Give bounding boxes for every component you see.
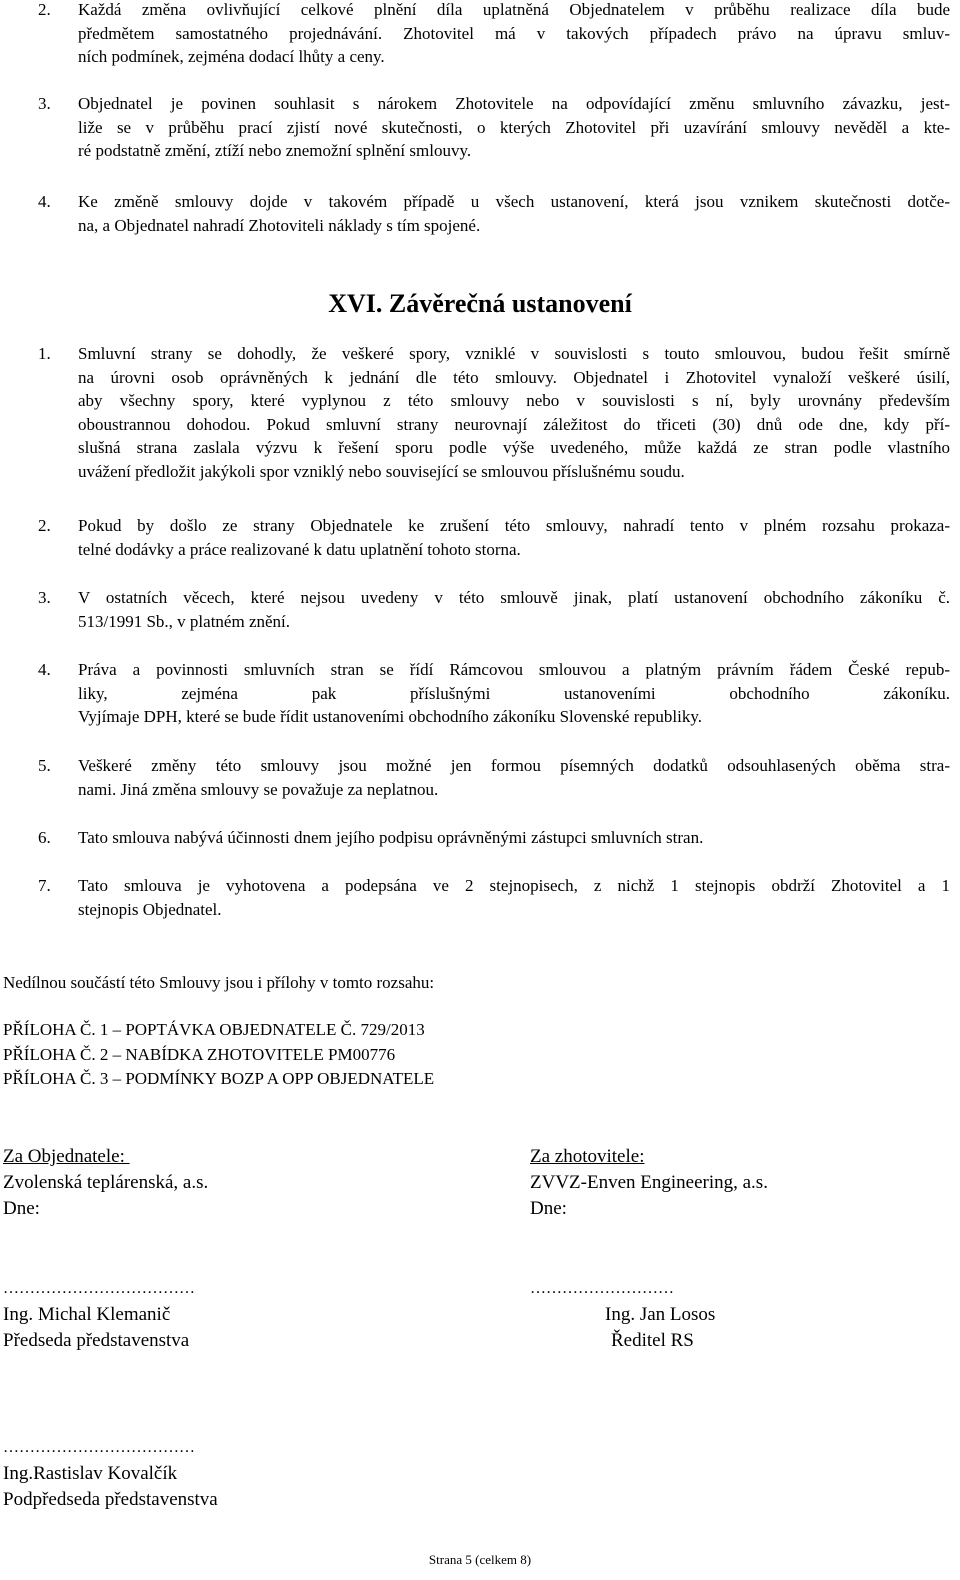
clause-line: 513/1991 Sb., v platném znění. — [78, 611, 291, 631]
clause-line: Tato smlouva je vyhotovena a podepsána ve 2 stejnopisech, z nichž 1 stejnopis obdrží Zhotovitel a 1 — [78, 876, 950, 895]
numbered-clause — [6, 190, 950, 237]
clause-text — [68, 342, 950, 484]
attachment-item: PŘÍLOHA Č. 2 – NABÍDKA ZHOTOVITELE PM00776 — [3, 1044, 396, 1064]
clause-text — [68, 658, 950, 729]
clause-text — [68, 514, 950, 561]
page-footer: Strana 5 (celkem 8) — [428, 1552, 532, 1567]
section-heading: XVI. Závěrečná ustanovení — [328, 289, 632, 318]
clause-line: předmětem samostatného projednávání. Zhotovitel má v takových případech právo na úpravu smluv- — [78, 23, 950, 43]
clause-line: uvážení předložit jakýkoli spor vzniklý nebo související se smlouvou příslušnému soudu. — [78, 461, 685, 481]
numbered-clause — [6, 514, 950, 561]
clause-line: Smluvní strany se dohodly, že veškeré spory, vzniklé v souvislosti s touto smlouvou, budou řešit smírně — [78, 344, 950, 363]
clause-line: ních podmínek, zejména dodací lhůty a ceny. — [78, 47, 385, 67]
clause-line: na úrovni osob oprávněných k jednání dle této smlouvy. Objednatel i Zhotovitel vynaloží veškeré úsilí, — [78, 367, 950, 387]
clause-line: Práva a povinnosti smluvních stran se řídí Rámcovou smlouvou a platným právním řádem České repub- — [78, 660, 950, 679]
clause-number: 3. — [38, 94, 51, 113]
clause-line: na, a Objednatel nahradí Zhotoviteli náklady s tím spojené. — [78, 215, 481, 235]
contractor-signer-title: Ředitel RS — [611, 1330, 694, 1351]
clause-line: nami. Jiná změna smlouvy se považuje za neplatnou. — [78, 779, 439, 799]
clause-line: liže se v průběhu prací zjistí nové skutečnosti, o kterých Zhotovitel při uzavírání smlouvy nevěděl a kte- — [78, 117, 950, 137]
numbered-clause — [6, 658, 950, 729]
clause-text — [68, 874, 950, 921]
clause-line: telné dodávky a práce realizované k datu uplatnění tohoto storna. — [78, 539, 521, 559]
clause-line: Ke změně smlouvy dojde v takovém případě u všech ustanovení, která jsou vznikem skutečnosti dotče- — [78, 192, 950, 211]
contractor-company: ZVVZ-Enven Engineering, a.s. — [530, 1172, 768, 1193]
numbered-clause — [6, 826, 950, 850]
clause-text — [68, 826, 950, 850]
clause-text — [68, 0, 950, 69]
clause-line: Objednatel je povinen souhlasit s nárokem Zhotovitele na odpovídající změnu smluvního závazku, jest- — [78, 94, 950, 113]
client-date: Dne: — [3, 1198, 40, 1219]
signature-block-client — [3, 1144, 208, 1222]
clause-line: stejnopis Objednatel. — [78, 899, 222, 919]
clause-number: 4. — [38, 192, 51, 211]
client-signer-1 — [3, 1302, 189, 1354]
clause-text — [68, 92, 950, 163]
numbered-clause — [6, 92, 950, 163]
clause-number: 2. — [38, 516, 51, 535]
clause-text — [68, 190, 950, 237]
clause-number: 5. — [38, 756, 51, 775]
clause-line: V ostatních věcech, které nejsou uvedeny v této smlouvě jinak, platí ustanovení obchodního zákoníku č. — [78, 588, 950, 607]
client-label: Za Objednatele: — [3, 1146, 130, 1167]
clause-line: aby všechny spory, které vyplynou z této smlouvy nebo v souvislosti s ní, byly urovnány především — [78, 391, 950, 411]
numbered-clause — [6, 0, 950, 69]
client-signer-2-title: Podpředseda představenstva — [3, 1489, 218, 1510]
clause-line: oboustrannou dohodou. Pokud smluvní strany neurovnají záležitost do třiceti (30) dnů ode dne, kdy pří- — [78, 414, 950, 434]
client-signer-1-name: Ing. Michal Klemanič — [3, 1304, 171, 1325]
contractor-signer-name: Ing. Jan Losos — [605, 1304, 716, 1325]
contractor-signature-line: ……………………… — [530, 1280, 674, 1297]
clause-number: 4. — [38, 660, 51, 679]
numbered-clause — [6, 754, 950, 801]
attachment-item: PŘÍLOHA Č. 1 – POPTÁVKA OBJEDNATELE Č. 729/2013 — [3, 1020, 425, 1039]
clause-number: 1. — [38, 344, 51, 363]
clause-number: 6. — [38, 828, 51, 847]
clause-line: liky, zejména pak příslušnými ustanoveními obchodního zákoníku. — [78, 683, 950, 703]
client-company: Zvolenská teplárenská, a.s. — [3, 1172, 209, 1193]
clause-line: Vyjímaje DPH, které se bude řídit ustanoveními obchodního zákoníku Slovenské republiky. — [78, 707, 703, 727]
numbered-clause — [6, 874, 950, 921]
client-signature-line-2: ……………………………… — [3, 1439, 195, 1456]
numbered-clause — [6, 342, 950, 484]
clause-line: slušná strana zaslala výzvu k řešení sporu podle výše uvedeného, může každá ze stran podle vlastního — [78, 438, 950, 458]
clause-number: 2. — [38, 0, 51, 19]
clause-line: Pokud by došlo ze strany Objednatele ke zrušení této smlouvy, nahradí tento v plném rozsahu prokaza- — [78, 516, 950, 535]
contractor-date: Dne: — [530, 1198, 567, 1219]
clause-number: 3. — [38, 588, 51, 607]
clause-text — [68, 754, 950, 801]
clause-text — [68, 586, 950, 633]
client-signature-line: ……………………………… — [3, 1280, 195, 1297]
client-signer-2-name: Ing.Rastislav Kovalčík — [3, 1463, 178, 1484]
attachments-list — [3, 1018, 434, 1092]
attachments-intro: Nedílnou součástí této Smlouvy jsou i přílohy v tomto rozsahu: — [3, 973, 435, 992]
client-signer-2 — [3, 1461, 218, 1513]
client-signer-1-title: Předseda představenstva — [3, 1330, 190, 1351]
numbered-clause — [6, 586, 950, 633]
clause-line: Veškeré změny této smlouvy jsou možné jen formou písemných dodatků odsouhlasených oběma stra- — [78, 756, 950, 775]
signature-block-contractor — [530, 1144, 768, 1222]
clause-line: Tato smlouva nabývá účinnosti dnem jejího podpisu oprávněnými zástupci smluvních stran. — [78, 828, 704, 847]
contractor-label: Za zhotovitele: — [530, 1146, 645, 1167]
clause-line: ré podstatně změní, ztíží nebo znemožní splnění smlouvy. — [78, 141, 472, 161]
clause-number: 7. — [38, 876, 51, 895]
clause-line: Každá změna ovlivňující celkové plnění díla uplatněná Objednatelem v průběhu realizace díla bude — [78, 0, 950, 19]
attachment-item: PŘÍLOHA Č. 3 – PODMÍNKY BOZP A OPP OBJEDNATELE — [3, 1069, 435, 1088]
